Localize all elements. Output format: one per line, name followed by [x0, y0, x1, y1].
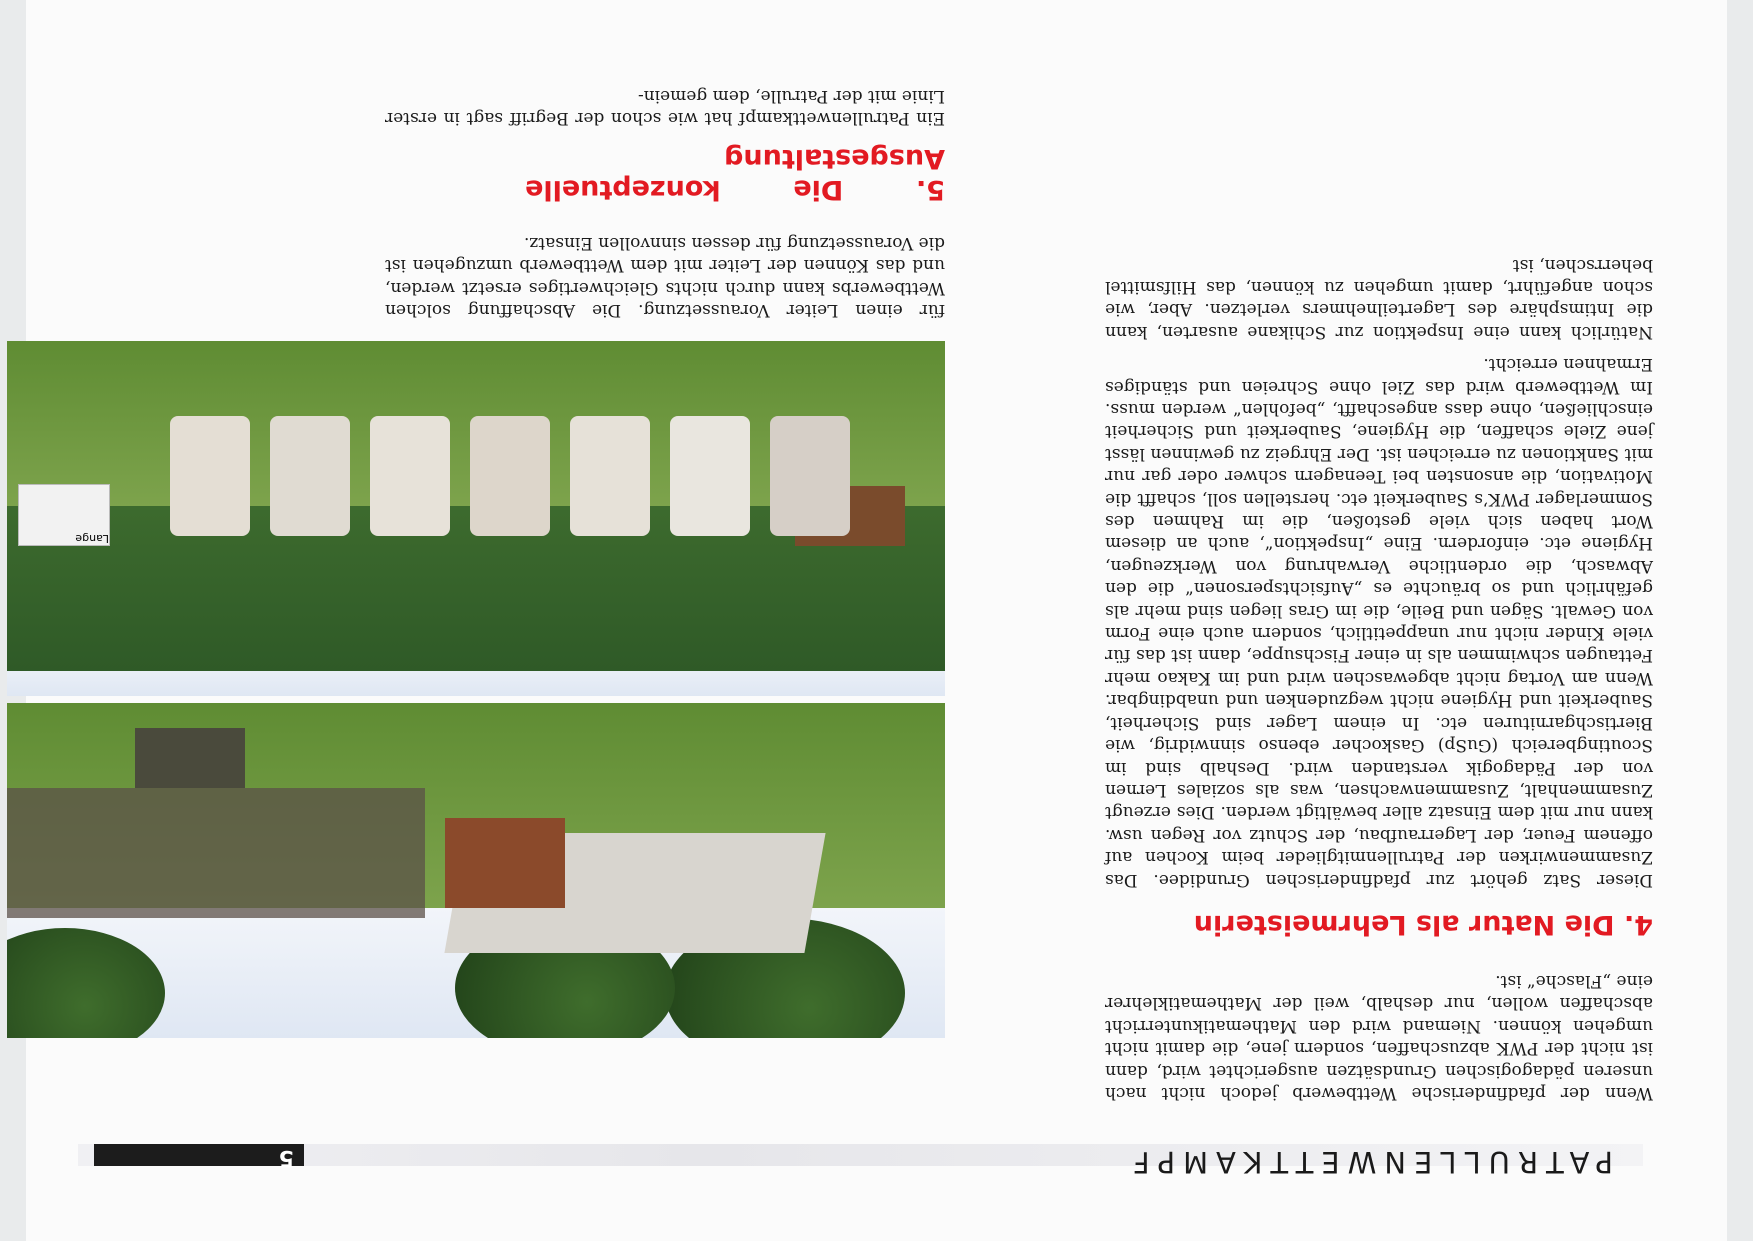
scout-2	[670, 416, 750, 536]
group-photo	[7, 341, 945, 696]
camp-photo-cabinet	[445, 818, 565, 908]
section-4-heading: 4. Die Natur als Lehrmeisterin	[1193, 908, 1653, 940]
group-photo-people	[160, 346, 850, 576]
scout-1	[770, 416, 850, 536]
section-4-paragraph: Dieser Satz gehört zur pfadfinderischen Grundidee. Das Zusammenwirken der Patrullenmitglieder beim Kochen auf offenem Feuer, der Lagerraufbau, der Schutz vor Regen usw. kann nur mit dem Einsatz aller bewältigt werden. Dies erzeugt Zusammenhalt, Zusammenwachsen, was als soziales Lernen von der Pädagogik verstanden wird. Deshalb sind im Scoutingbereich (GuSp) Gaskocher ebenso sinnwidrig, wie Biertischgarnituren etc. In einem Lager sind Sicherheit, Sauberkeit und Hygiene nicht wegzudenken und unabdingbar. Wenn am Vortag nicht abgewaschen wird und im Kakao mehr Fettaugen schwimmen als in einer Fischsuppe, dann ist das für viele Kinder nicht nur unappetitlich, sondern auch eine Form von Gewalt. Sägen und Beile, die im Gras liegen sind mehr als gefährlich und so bräuchte es „Aufsichtspersonen“ die den Abwasch, die ordentliche Verwahrung von Werkzeugen, Hygiene etc. einfordern. Eine „Inspektion“, auch an diesem Wort haben sich viele gestoßen, die im Rahmen des Sommerlager PWK’s Sauberkeit etc. herstellen soll, schafft die Motivation, die ansonsten bei Teenagern schwer oder gar nur mit Sanktionen zu erreichen ist. Der Ehrgeiz zu gewinnen lässt jene Ziele schaffen, die Hygiene, Sauberkeit und Sicherheit einschließen, ohne dass angeschafft, „befohlen“ werden muss. Im Wettbewerb wird das Ziel ohne Schreien und ständiges Ermahnen erreicht.	[1105, 354, 1653, 890]
right-text-column	[385, 85, 945, 321]
page-number: 5	[278, 1145, 294, 1170]
closing-paragraph: Natürlich kann eine Inspektion zur Schikane ausarten, kann die Intimsphäre des Lagerteilnehmers verletzen. Aber, wie schon angeführt, damit umgehen zu können, das Hilfsmittel beherrschen, ist	[1105, 254, 1653, 342]
right-top-paragraph: für einen Leiter Voraussetzung. Die Abschaffung solchen Wettbewerbs kann durch nichts Gleichwertiges ersetzt werden, und das Können der Leiter mit dem Wettbewerb umzugehen ist die Voraussetzung für dessen sinnvollen Einsatz.	[385, 232, 945, 320]
section-5-heading: 5. Die konzeptuelle Ausgestaltung	[525, 143, 945, 206]
scout-3	[570, 416, 650, 536]
page-number-tab	[94, 1144, 304, 1166]
page-header-title: PATRULLENWETTKAMPF	[1124, 1145, 1613, 1179]
section-5-paragraph: Ein Patrullenwettkampf hat wie schon der Begriff sagt in erster Linie mit der Patrulle, dem gemein-	[385, 85, 945, 129]
camp-photo-sacks	[135, 728, 245, 788]
left-text-column	[1105, 253, 1653, 1104]
scout-5	[370, 416, 450, 536]
scout-7	[170, 416, 250, 536]
scout-4	[470, 416, 550, 536]
scout-6	[270, 416, 350, 536]
intro-paragraph: Wenn der pfadfinderische Wettbewerb jedoch nicht nach unseren pädagogischen Grundsätzen ausgerichtet wird, dann ist nicht der PWK abzuschaffen, sondern jene, die damit nicht umgehen können. Niemand wird den Mathematikunterricht abschaffen wollen, nur deshalb, weil der Mathematiklehrer eine „Flasche“ ist.	[1105, 970, 1653, 1103]
group-photo-sign: Lange	[18, 484, 110, 546]
camp-photo	[7, 703, 945, 1038]
camp-photo-kitchen-structure	[7, 788, 425, 918]
